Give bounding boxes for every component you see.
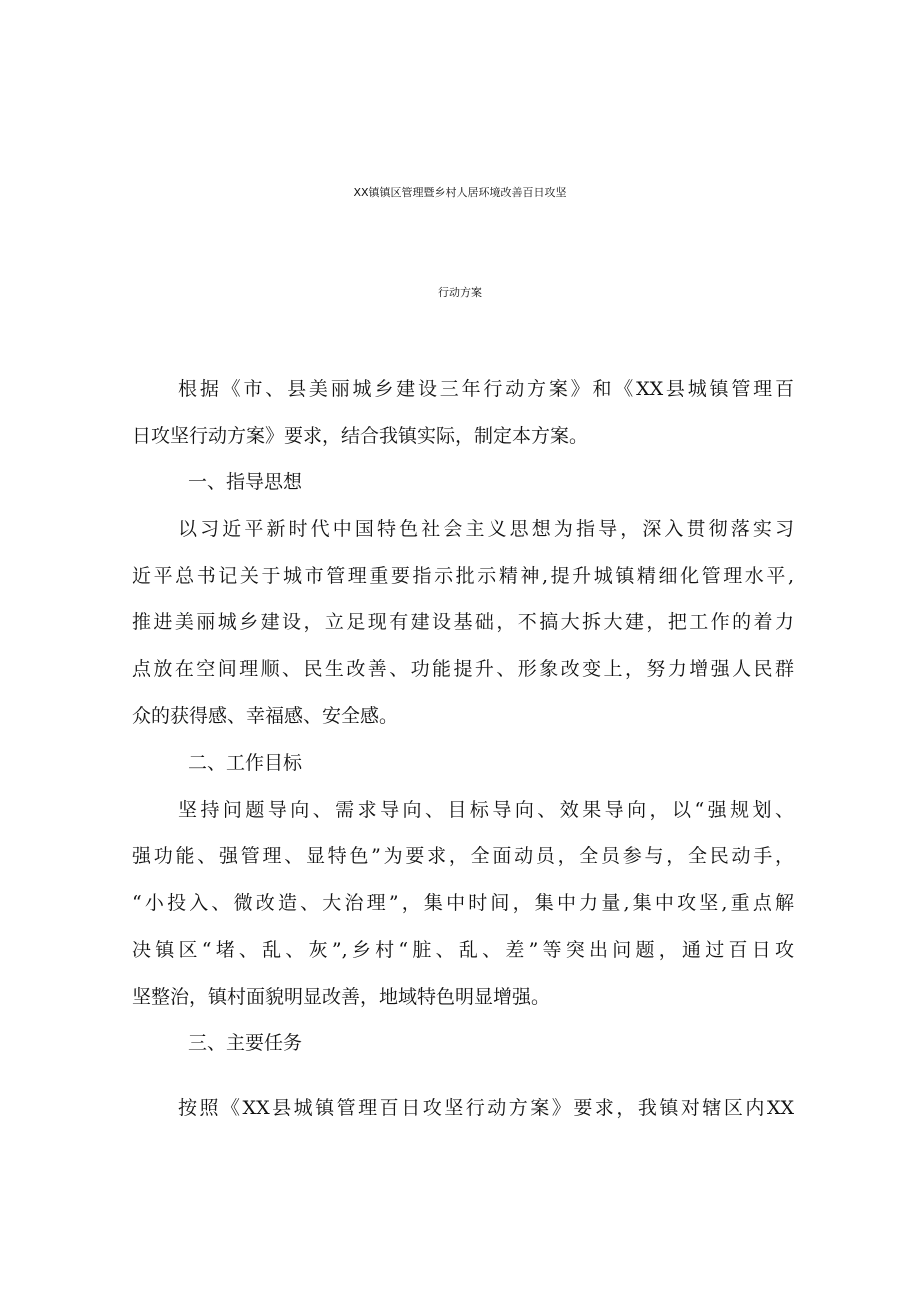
section-heading-guiding-ideology: 一、指导思想 [188, 471, 303, 493]
section2-line-4: 决镇区“堵、乱、灰”,乡村“脏、乱、差”等突出问题，通过百日攻 [132, 939, 794, 961]
document-title-line-2: 行动方案 [438, 286, 482, 299]
section1-line-2: 近平总书记关于城市管理重要指示批示精神,提升城镇精细化管理水平, [132, 565, 794, 587]
section2-line-5: 坚整治，镇村面貌明显改善，地域特色明显增强。 [132, 986, 551, 1008]
section2-line-2: 强功能、强管理、显特色”为要求，全面动员，全员参与，全民动手， [132, 845, 794, 867]
intro-line-1: 根据《市、县美丽城乡建设三年行动方案》和《XX县城镇管理百 [178, 378, 794, 400]
section3-line-1: 按照《XX县城镇管理百日攻坚行动方案》要求，我镇对辖区内XX [178, 1097, 794, 1119]
section-heading-work-goals: 二、工作目标 [188, 752, 303, 774]
section1-line-5: 众的获得感、幸福感、安全感。 [132, 705, 399, 727]
section2-line-1: 坚持问题导向、需求导向、目标导向、效果导向，以“强规划、 [178, 799, 794, 821]
section1-line-4: 点放在空间理顺、民生改善、功能提升、形象改变上，努力增强人民群 [132, 658, 794, 680]
section-heading-main-tasks: 三、主要任务 [188, 1032, 303, 1054]
section2-line-3: “小投入、微改造、大治理”，集中时间，集中力量,集中攻坚,重点解 [132, 892, 794, 914]
document-title-line-1: XX镇镇区管理暨乡村人居环境改善百日攻坚 [353, 186, 567, 199]
intro-line-2: 日攻坚行动方案》要求，结合我镇实际，制定本方案。 [132, 425, 589, 447]
section1-line-3: 推进美丽城乡建设，立足现有建设基础，不搞大拆大建，把工作的着力 [132, 611, 794, 633]
section1-line-1: 以习近平新时代中国特色社会主义思想为指导，深入贯彻落实习 [178, 518, 794, 540]
